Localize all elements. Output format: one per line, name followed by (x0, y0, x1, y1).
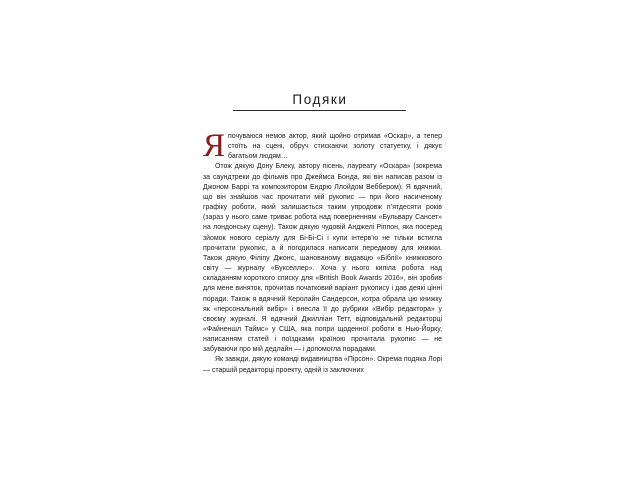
paragraph-1 (203, 128, 442, 164)
paragraph-1-text: почуваюся немов актор, який щойно отримав «Оскар», а тепер стоїть на сцені, обруч стискаючи золоту статуетку, і дякує багатьом людям… (228, 133, 442, 161)
paragraph-3: Як завжди, дякую команді видавництва «Пірсон». Окрема подяка Лорі — старшій редакторці проекту, одній із заключних (203, 356, 442, 374)
paragraph-2: Отож дякую Дону Блеку, автору пісень, лауреату «Оскара» (зокрема за саундтреки до фільмів про Джеймса Бонда, які він написав разом із Джоном Баррі та композитором Ендрю Ллойдом Веббером). Я вдячний, що він знайшов час прочитати мій рукопис — при його насиченому графіку роботи, який залишається таким упродовж п’ятдесяти років (зараз у нього саме триває робота над поверненням «Бульвару Сансет» на лондонську сцену). Також дякую чудовій Анджелі Ріппон, яка посеред зйомок нового серіалу для Бі-Бі-Сі і купи інтерв’ю не тільки встигла прочитати рукопис, а й погодилася написати передмову для книжки. Також дякую Філіпу Джонс, шанованому видавцю «Біблії» книжкового світу — журналу «Букселлер». Хоча у нього кипіла робота над складанням короткого списку для «British Book Awards 2016», він зробив для мене виняток, прочитав початковий варіант рукопису і дав деякі цінні поради. Також я вдячний Керолайн Сандерсон, котра обрала цю книжку як «персональний вибір» і внесла її до рубрики «Вибір редактора» у своєму журналі. Я вдячний Джилліан Тетт, відповідальній редакторці «Файненшл Таймс» у США, яка попри щоденної роботи в Нью-Йорку, написанням статей і поїздками країною прочитала рукопис — не забуваючи про мій дедлайн — і допомогла порадами. (203, 163, 442, 354)
chapter-title: Подяки (292, 92, 348, 107)
drop-cap: Я (203, 128, 226, 164)
body-text (203, 128, 442, 376)
title-underline (233, 110, 406, 111)
